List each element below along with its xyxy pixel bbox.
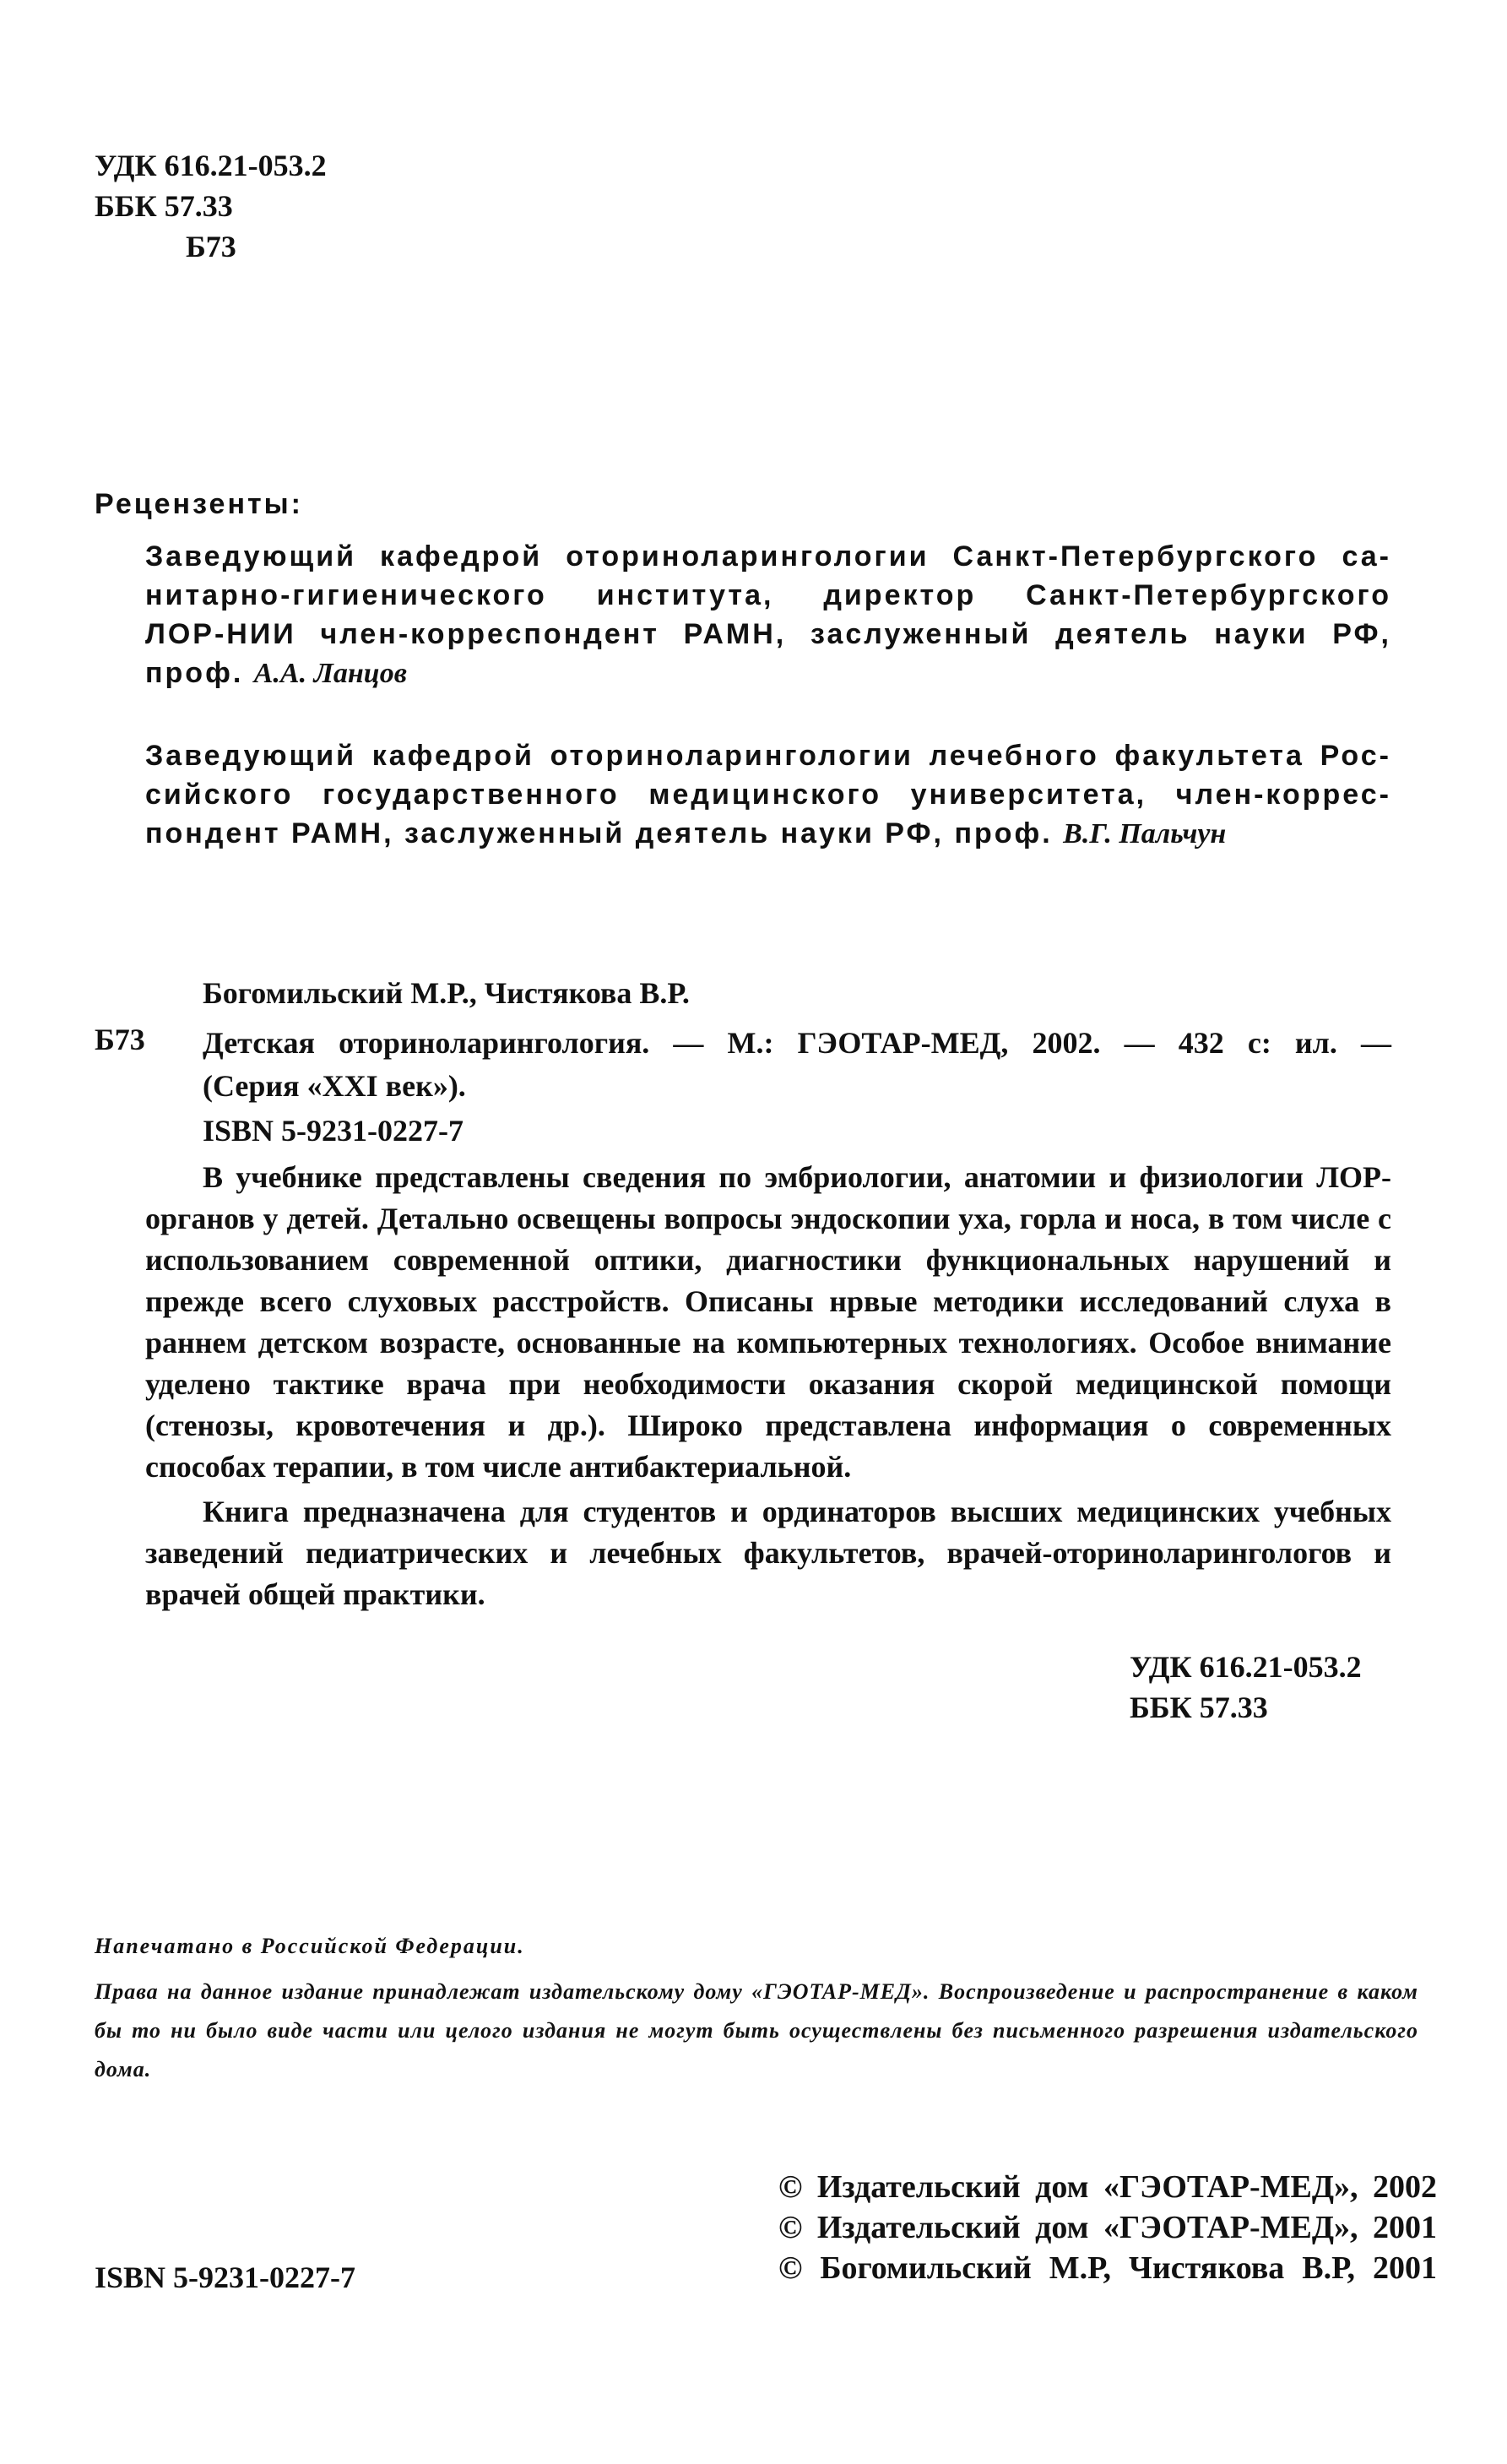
- copyright-line: © Богомильский М.Р, Чистякова В.Р, 2001: [778, 2250, 1437, 2286]
- annotation-paragraph: В учебнике представлены сведения по эмбриологии, анатомии и физиологии ЛОР-органов у детей. Детально освещены вопросы эндоскопии уха, горла и носа, в том числе с использованием современной оптики, диагностики функциональных нарушений и прежде всего слуховых расстройств. Описаны нрвые методики исследований слуха в раннем детском возрасте, основанные на компьютерных технологиях. Особое внимание уделено тактике врача при необходимости оказания скорой медицинской помощи (стенозы, кровотечения и др.). Широко представлена информация о современных способах терапии, в том числе антибактериальной.: [145, 1160, 1391, 1484]
- reviewer-2-line: Заведующий кафедрой оториноларингологии лечебного факультета Рос-: [145, 740, 1391, 772]
- copyright-list: [778, 2167, 1437, 2288]
- reviewers-heading: Рецензенты:: [95, 488, 303, 520]
- reviewer-1-title: проф.: [145, 657, 244, 689]
- annotation: [145, 1157, 1391, 1615]
- author-index: Б73: [186, 230, 236, 263]
- reviewer-2-last-line: [145, 814, 1391, 854]
- record-isbn: ISBN 5-9231-0227-7: [203, 1114, 464, 1148]
- bbk-code: ББК 57.33: [1130, 1691, 1268, 1724]
- reviewer-1-line: ЛОР-НИИ член-корреспондент РАМН, заслуженный деятель науки РФ,: [145, 618, 1391, 650]
- printed-in-notice: Напечатано в Российской Федерации.: [95, 1934, 525, 1958]
- copyright-line: © Издательский дом «ГЭОТАР-МЕД», 2002: [778, 2169, 1437, 2205]
- annotation-paragraph: Книга предназначена для студентов и ординаторов высших медицинских учебных заведений педиатрических и лечебных факультетов, врачей-оториноларингологов и врачей общей практики.: [145, 1495, 1391, 1611]
- udk-code: УДК 616.21-053.2: [1130, 1650, 1362, 1684]
- udk-code: УДК 616.21-053.2: [95, 149, 327, 182]
- reviewer-1-line: Заведующий кафедрой оториноларингологии Санкт-Петербургского са-: [145, 540, 1391, 573]
- bibliographic-description: [203, 1022, 1391, 1108]
- title-line: Детская оториноларингология. — М.: ГЭОТАР-МЕД, 2002. — 432 с: ил. —: [203, 1026, 1391, 1060]
- bbk-code: ББК 57.33: [95, 189, 233, 223]
- reviewer-2-title: пондент РАМН, заслуженный деятель науки РФ, проф.: [145, 817, 1053, 849]
- authors: Богомильский М.Р., Чистякова В.Р.: [203, 976, 690, 1010]
- reviewer-1-line: нитарно-гигиенического института, директор Санкт-Петербургского: [145, 579, 1391, 611]
- reviewer-2-name: В.Г. Пальчун: [1063, 818, 1227, 849]
- copyright-line: © Издательский дом «ГЭОТАР-МЕД», 2001: [778, 2210, 1437, 2245]
- reviewer-1-last-line: [145, 654, 1391, 693]
- reviewer-2: [145, 736, 1391, 854]
- reviewer-2-line: сийского государственного медицинского университета, член-коррес-: [145, 779, 1391, 811]
- reviewer-1-name: А.А. Ланцов: [253, 658, 407, 689]
- series: (Серия «XXI век»).: [203, 1069, 466, 1103]
- record-index-code: Б73: [95, 1023, 145, 1056]
- rights-notice: Права на данное издание принадлежат издательскому дому «ГЭОТАР-МЕД». Воспроизведение и распространение в каком бы то ни было виде части или целого издания не могут быть осуществлены без письменного разрешения издательского дома.: [95, 1979, 1418, 2081]
- footer-isbn: ISBN 5-9231-0227-7: [95, 2260, 356, 2294]
- classification-codes-top: [95, 145, 327, 267]
- reviewer-1: [145, 537, 1391, 693]
- classification-codes-bottom: [1130, 1647, 1362, 1728]
